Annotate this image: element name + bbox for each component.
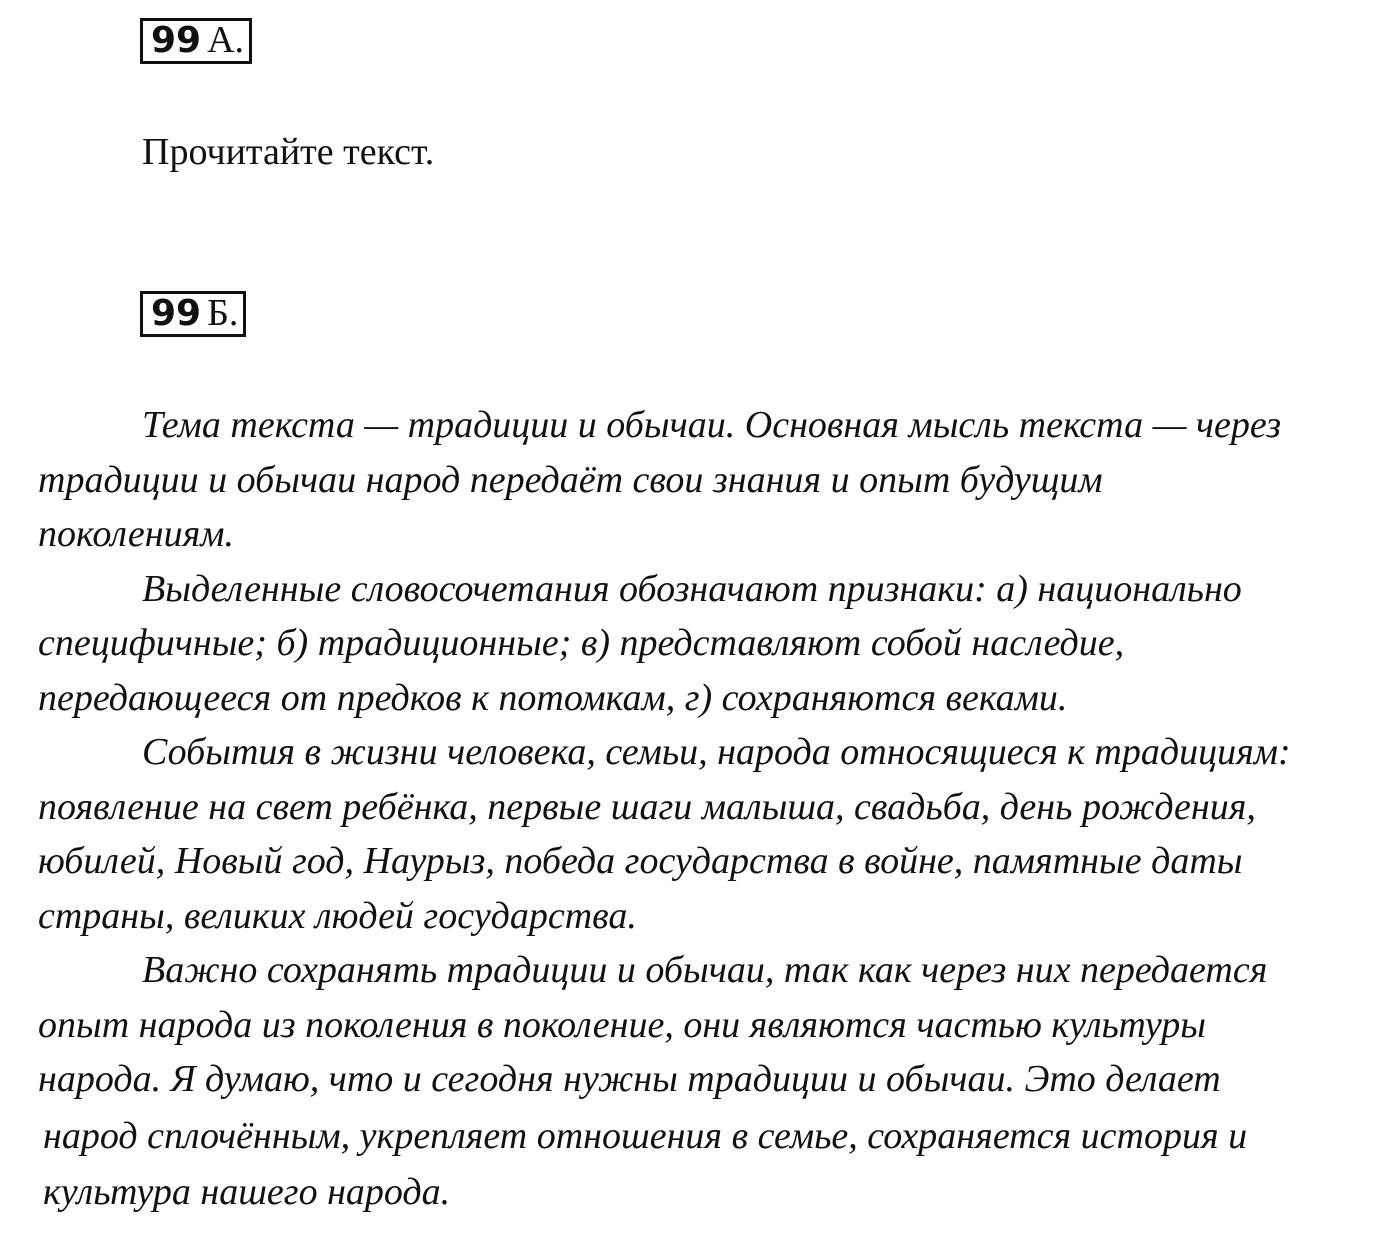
task-number-box (140, 18, 252, 64)
text-line: опыт народа из поколения в поколение, они являются частью культуры (38, 1003, 1206, 1046)
text-line: События в жизни человека, семьи, народа относящиеся к традициям: (142, 731, 1291, 773)
task-number: 99 (151, 20, 202, 61)
answer-text (38, 398, 1380, 1220)
paragraph-events (38, 725, 1380, 943)
task-number-box (140, 291, 246, 337)
instruction-text: Прочитайте текст. (142, 131, 435, 173)
text-line: народ сплочённым, укрепляет отношения в семье, сохраняется история и (43, 1114, 1248, 1157)
text-line: юбилей, Новый год, Наурыз, победа государства в войне, памятные даты (38, 840, 1243, 882)
text-line: Выделенные словосочетания обозначают признаки: а) национально (142, 567, 1242, 610)
text-line: культура нашего народа. (43, 1171, 451, 1213)
task-label-99b (140, 291, 246, 337)
text-line: появление на свет ребёнка, первые шаги малыша, свадьба, день рождения, (38, 785, 1256, 828)
task-letter: Б. (207, 292, 239, 334)
text-line: традиции и обычаи народ передаёт свои знания и опыт будущим (38, 458, 1103, 501)
task-letter: А. (207, 19, 245, 61)
text-line: передающееся от предков к потомкам, г) сохраняются веками. (38, 676, 1068, 719)
paragraph-conclusion (38, 943, 1380, 1220)
text-line: Важно сохранять традиции и обычаи, так как через них передается (142, 949, 1268, 991)
task-number: 99 (151, 293, 202, 334)
paragraph-theme (38, 398, 1380, 562)
text-line: народа. Я думаю, что и сегодня нужны традиции и обычаи. Это делает (38, 1058, 1221, 1100)
text-line: специфичные; б) традиционные; в) представляют собой наследие, (38, 622, 1125, 664)
text-line: страны, великих людей государства. (38, 894, 637, 937)
paragraph-features (38, 562, 1380, 726)
text-line: поколениям. (38, 513, 235, 555)
task-label-99a (140, 18, 252, 64)
text-line: Тема текста — традиции и обычаи. Основная мысль текста — через (142, 404, 1282, 446)
